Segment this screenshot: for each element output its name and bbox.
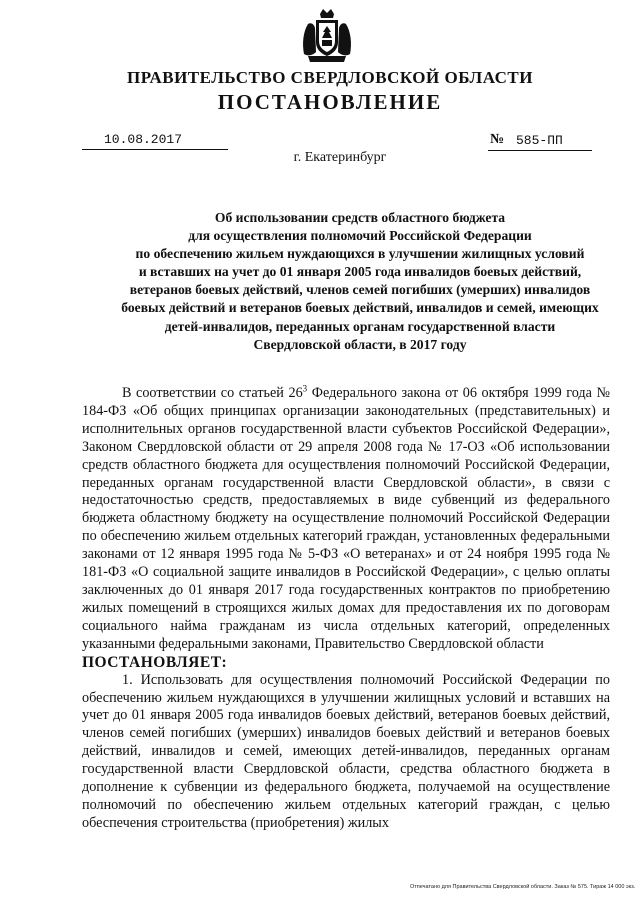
preamble-start: В соответствии со статьей 26 <box>122 385 303 401</box>
number-sign: № <box>490 132 505 147</box>
coat-of-arms-icon <box>300 8 354 64</box>
title-line: для осуществления полномочий Российской Федерации <box>188 228 532 244</box>
number-value: 585-ПП <box>516 133 563 148</box>
article-superscript: 3 <box>302 383 308 394</box>
document-type: ПОСТАНОВЛЕНИЕ <box>217 90 443 114</box>
title-line: ветеранов боевых действий, членов семей погибших (умерших) инвалидов <box>129 282 591 298</box>
print-footer: Отпечатано для Правительства Свердловской области. Заказ № 575. Тираж 14 000 экз. <box>410 884 636 890</box>
preamble-rest: Федерального закона от 06 октября 1999 года № 184-ФЗ «Об общих принципах организации законодательных (представительных) и исполнительных органов государственной власти субъектов Российской Федерации», Законом Свердловской области от 29 апреля 2008 года № 17-ОЗ «Об использовании средств областного бюджета для осуществления полномочий Российской Федерации, переданных органам государственной власти Свердловской области», в связи с недостаточностью средств, предоставляемых в виде субвенций из федерального бюджета областному бюджету на осуществление полномочий Российской Федерации по обеспечению жильем отдельных категорий граждан, установленных федеральными законами от 12 января 1995 года № 5-ФЗ «О ветеранах» и от 24 ноября 1995 года № 181-ФЗ «О социальной защите инвалидов в Российской Федерации», с целью оплаты заключенных до 01 января 2017 года государственных контрактов по приобретению жилых помещений в строящихся жилых домах для предоставления их по договорам социального найма гражданам из числа отдельных категорий, определенных указанными федеральными законами, Правительство Свердловской области <box>82 385 611 652</box>
title-line: детей-инвалидов, переданных органам государственной власти <box>164 318 556 334</box>
document-number <box>488 132 592 151</box>
clause-1-paragraph: 1. Использовать для осуществления полномочий Российской Федерации по обеспечению жильем нуждающихся в улучшении жилищных условий и вставших на учет до 01 января 2005 года инвалидов боевых действий, ветеранов боевых действий, членов семей погибших (умерших) инвалидов боевых действий и ветеранов боевых действий, инвалидов и семей, имеющих детей-инвалидов, переданных органам государственной власти Свердловской области, средства областного бюджета в дополнение к субвенции из федерального бюджета, получаемой на осуществление полномочий по обеспечению жильем отдельных категорий граждан, с целью обеспечения строительства (приобретения) жилых <box>82 671 610 831</box>
preamble-paragraph <box>82 385 610 654</box>
document-title <box>100 209 620 354</box>
resolve-heading: ПОСТАНОВЛЯЕТ: <box>82 653 228 671</box>
title-line: боевых действий и ветеранов боевых действий, инвалидов и семей, имеющих <box>121 300 599 316</box>
title-line: и вставших на учет до 01 января 2005 года инвалидов боевых действий, <box>138 264 582 280</box>
document-date: 10.08.2017 <box>82 132 228 150</box>
title-line: Об использовании средств областного бюджета <box>214 210 506 225</box>
city: г. Екатеринбург <box>293 150 387 165</box>
document-body <box>82 385 610 833</box>
title-line: по обеспечению жильем нуждающихся в улучшении жилищных условий <box>135 246 585 262</box>
title-line: Свердловской области, в 2017 году <box>253 336 467 352</box>
government-name: ПРАВИТЕЛЬСТВО СВЕРДЛОВСКОЙ ОБЛАСТИ <box>127 68 533 87</box>
